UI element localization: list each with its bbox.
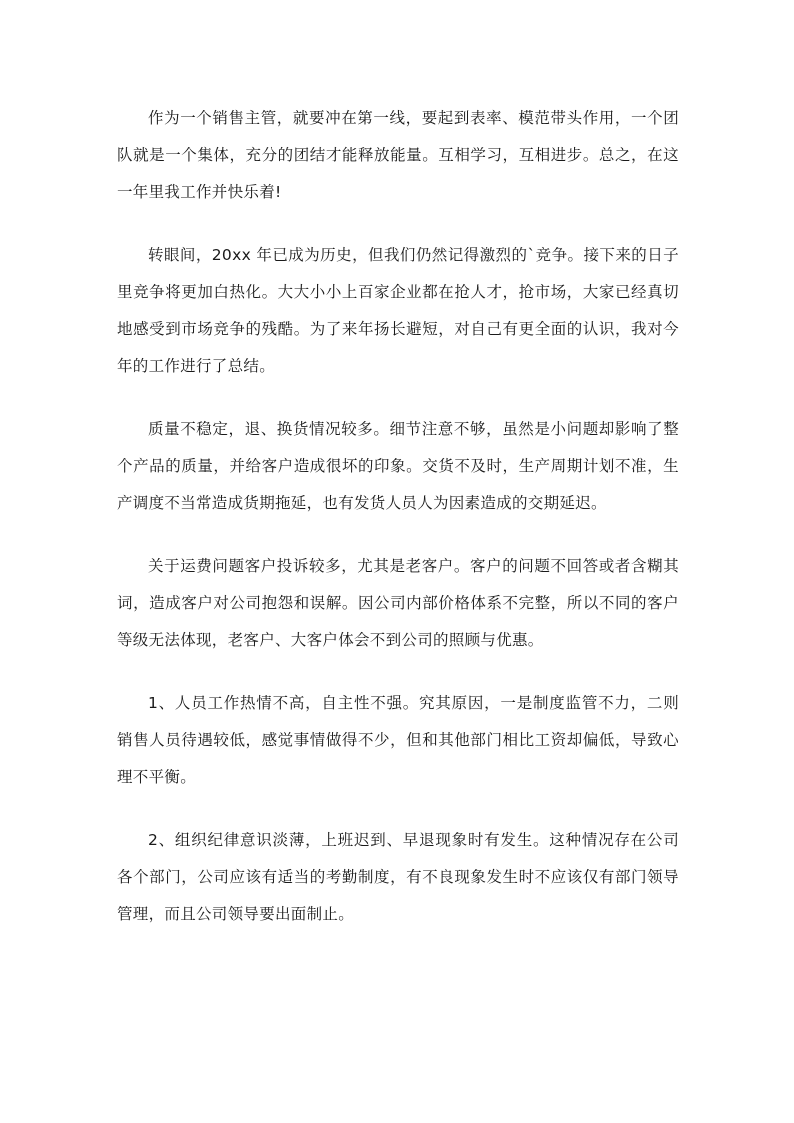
document-body	[117, 100, 679, 959]
paragraph-6: 2、组织纪律意识淡薄，上班迟到、早退现象时有发生。这种情况存在公司各个部门，公司应该有适当的考勤制度，有不良现象发生时不应该仅有部门领导管理，而且公司领导要出面制止。	[117, 831, 679, 923]
paragraph-3: 质量不稳定，退、换货情况较多。细节注意不够，虽然是小问题却影响了整个产品的质量，并给客户造成很坏的印象。交货不及时，生产周期计划不准，生产调度不当常造成货期拖延，也有发货人员人为因素造成的交期延迟。	[117, 420, 679, 512]
paragraph-2: 转眼间，20xx 年已成为历史，但我们仍然记得激烈的`竞争。接下来的日子里竞争将更加白热化。大大小小上百家企业都在抢人才，抢市场，大家已经真切地感受到市场竞争的残酷。为了来年扬长避短，对自己有更全面的认识，我对今年的工作进行了总结。	[117, 246, 679, 375]
paragraph-5: 1、人员工作热情不高，自主性不强。究其原因，一是制度监管不力，二则销售人员待遇较低，感觉事情做得不少，但和其他部门相比工资却偏低，导致心理不平衡。	[117, 694, 679, 786]
paragraph-1: 作为一个销售主管，就要冲在第一线，要起到表率、模范带头作用，一个团队就是一个集体，充分的团结才能释放能量。互相学习，互相进步。总之，在这一年里我工作并快乐着!	[117, 109, 679, 201]
paragraph-4: 关于运费问题客户投诉较多，尤其是老客户。客户的问题不回答或者含糊其词，造成客户对公司抱怨和误解。因公司内部价格体系不完整，所以不同的客户等级无法体现，老客户、大客户体会不到公司的照顾与优惠。	[117, 557, 679, 649]
